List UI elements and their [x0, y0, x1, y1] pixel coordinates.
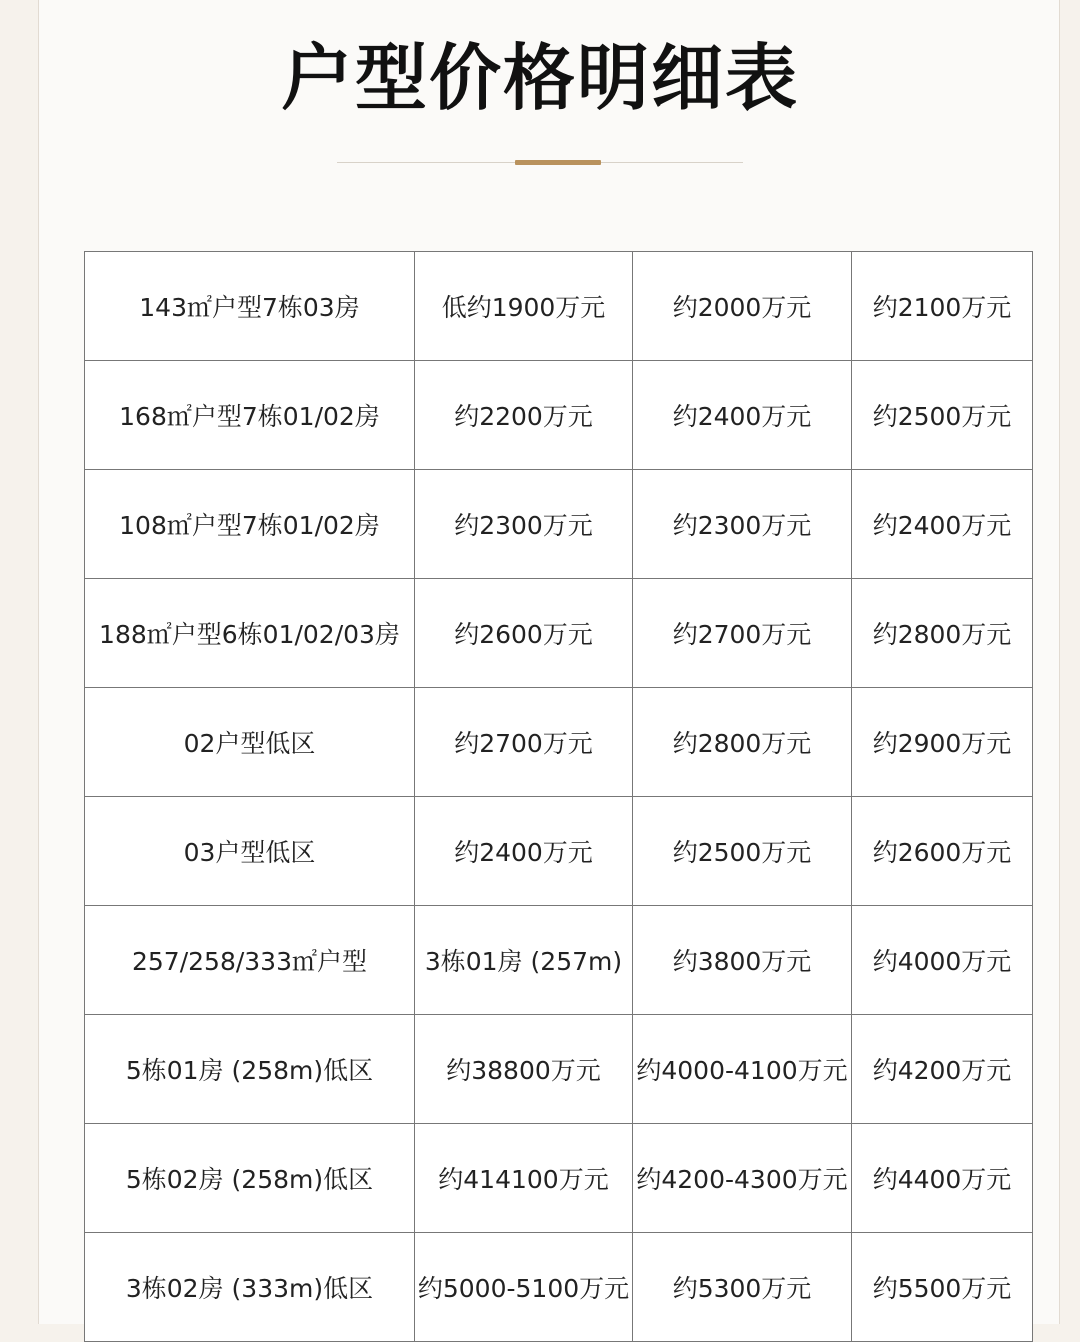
- price-cell: 约4000万元: [852, 906, 1033, 1015]
- price-cell: 约3800万元: [633, 906, 852, 1015]
- price-cell: 约2100万元: [852, 252, 1033, 361]
- unit-type-cell: 143㎡户型7栋03房: [85, 252, 415, 361]
- price-cell: 约2300万元: [415, 470, 633, 579]
- table-row: [85, 579, 1033, 688]
- unit-type-cell: 3栋02房 (333m)低区: [85, 1233, 415, 1342]
- price-cell: 约4200万元: [852, 1015, 1033, 1124]
- unit-type-cell: 5栋02房 (258m)低区: [85, 1124, 415, 1233]
- price-cell: 约2800万元: [633, 688, 852, 797]
- price-cell: 约414100万元: [415, 1124, 633, 1233]
- unit-type-cell: 257/258/333㎡户型: [85, 906, 415, 1015]
- price-cell: 约2600万元: [852, 797, 1033, 906]
- price-cell: 约2700万元: [633, 579, 852, 688]
- table-row: [85, 906, 1033, 1015]
- price-cell: 低约1900万元: [415, 252, 633, 361]
- price-cell: 约2600万元: [415, 579, 633, 688]
- title-divider-accent: [515, 160, 601, 165]
- price-cell: 约5500万元: [852, 1233, 1033, 1342]
- price-cell: 约5000-5100万元: [415, 1233, 633, 1342]
- price-cell: 约2800万元: [852, 579, 1033, 688]
- table-row: [85, 797, 1033, 906]
- price-cell: 约5300万元: [633, 1233, 852, 1342]
- price-cell: 约2500万元: [852, 361, 1033, 470]
- unit-type-cell: 5栋01房 (258m)低区: [85, 1015, 415, 1124]
- price-cell: 约2900万元: [852, 688, 1033, 797]
- table-row: [85, 1233, 1033, 1342]
- table-row: [85, 252, 1033, 361]
- price-cell: 约2700万元: [415, 688, 633, 797]
- price-cell: 约2000万元: [633, 252, 852, 361]
- price-cell: 约2300万元: [633, 470, 852, 579]
- price-cell: 约2400万元: [415, 797, 633, 906]
- price-cell: 约2400万元: [852, 470, 1033, 579]
- page-title: 户型价格明细表: [280, 36, 799, 120]
- unit-type-cell: 188㎡户型6栋01/02/03房: [85, 579, 415, 688]
- unit-type-cell: 168㎡户型7栋01/02房: [85, 361, 415, 470]
- table-row: [85, 688, 1033, 797]
- price-cell: 约4400万元: [852, 1124, 1033, 1233]
- price-cell: 约2500万元: [633, 797, 852, 906]
- unit-type-cell: 02户型低区: [85, 688, 415, 797]
- unit-type-cell: 108㎡户型7栋01/02房: [85, 470, 415, 579]
- table-row: [85, 470, 1033, 579]
- price-cell: 约4200-4300万元: [633, 1124, 852, 1233]
- price-table: [84, 251, 1033, 1342]
- price-cell: 3栋01房 (257m): [415, 906, 633, 1015]
- unit-type-cell: 03户型低区: [85, 797, 415, 906]
- price-cell: 约2200万元: [415, 361, 633, 470]
- table-row: [85, 1015, 1033, 1124]
- price-cell: 约4000-4100万元: [633, 1015, 852, 1124]
- price-cell: 约38800万元: [415, 1015, 633, 1124]
- table-row: [85, 1124, 1033, 1233]
- price-cell: 约2400万元: [633, 361, 852, 470]
- table-row: [85, 361, 1033, 470]
